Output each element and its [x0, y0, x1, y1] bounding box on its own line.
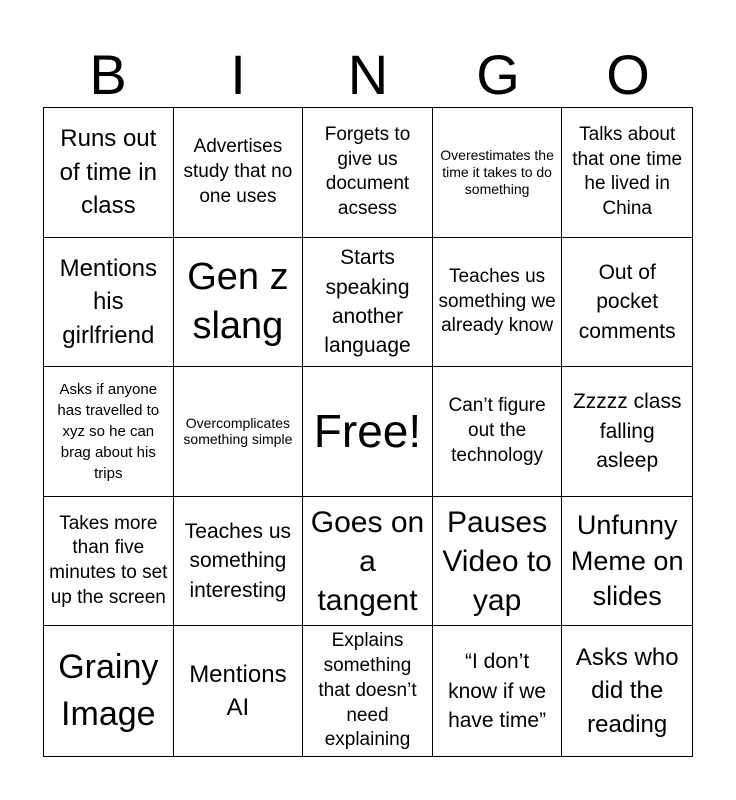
bingo-cell[interactable]: Teaches us something interesting	[174, 497, 304, 627]
bingo-cell[interactable]: Takes more than five minutes to set up the screen	[44, 497, 174, 627]
bingo-cell[interactable]: Out of pocket comments	[562, 238, 692, 368]
header-letter-g: G	[476, 43, 520, 106]
header-letter-n: N	[347, 43, 389, 106]
bingo-cell[interactable]: Zzzzz class falling asleep	[562, 367, 692, 497]
bingo-cell[interactable]: Goes on a tangent	[303, 497, 433, 627]
bingo-cell[interactable]: Starts speaking another language	[303, 238, 433, 368]
header-letter-b: B	[89, 43, 127, 106]
bingo-header	[43, 44, 693, 106]
free-space[interactable]: Free!	[303, 367, 433, 497]
bingo-cell[interactable]: Runs out of time in class	[44, 108, 174, 238]
bingo-cell[interactable]: Talks about that one time he lived in China	[562, 108, 692, 238]
bingo-cell[interactable]: Asks if anyone has travelled to xyz so he can brag about his trips	[44, 367, 174, 497]
bingo-cell[interactable]: Pauses Video to yap	[433, 497, 563, 627]
bingo-cell[interactable]: Overestimates the time it takes to do something	[433, 108, 563, 238]
bingo-cell[interactable]: Explains something that doesn’t need explaining	[303, 626, 433, 756]
bingo-board	[43, 107, 693, 757]
header-letter-o: O	[606, 43, 650, 106]
bingo-cell[interactable]: Advertises study that no one uses	[174, 108, 304, 238]
bingo-cell[interactable]: Unfunny Meme on slides	[562, 497, 692, 627]
bingo-cell[interactable]: Grainy Image	[44, 626, 174, 756]
bingo-cell[interactable]: Overcomplicates something simple	[174, 367, 304, 497]
bingo-cell[interactable]: Asks who did the reading	[575, 643, 679, 738]
bingo-cell[interactable]: “I don’t know if we have time”	[433, 626, 563, 756]
bingo-cell[interactable]: Teaches us something we already know	[433, 238, 563, 368]
header-letter-i: I	[230, 43, 246, 106]
bingo-cell[interactable]: Mentions his girlfriend	[44, 238, 174, 368]
bingo-cell[interactable]: Forgets to give us document acsess	[303, 108, 433, 238]
bingo-cell[interactable]: Mentions AI	[174, 626, 304, 756]
bingo-cell[interactable]: Can’t figure out the technology	[433, 367, 563, 497]
bingo-cell[interactable]: Gen z slang	[174, 238, 304, 368]
